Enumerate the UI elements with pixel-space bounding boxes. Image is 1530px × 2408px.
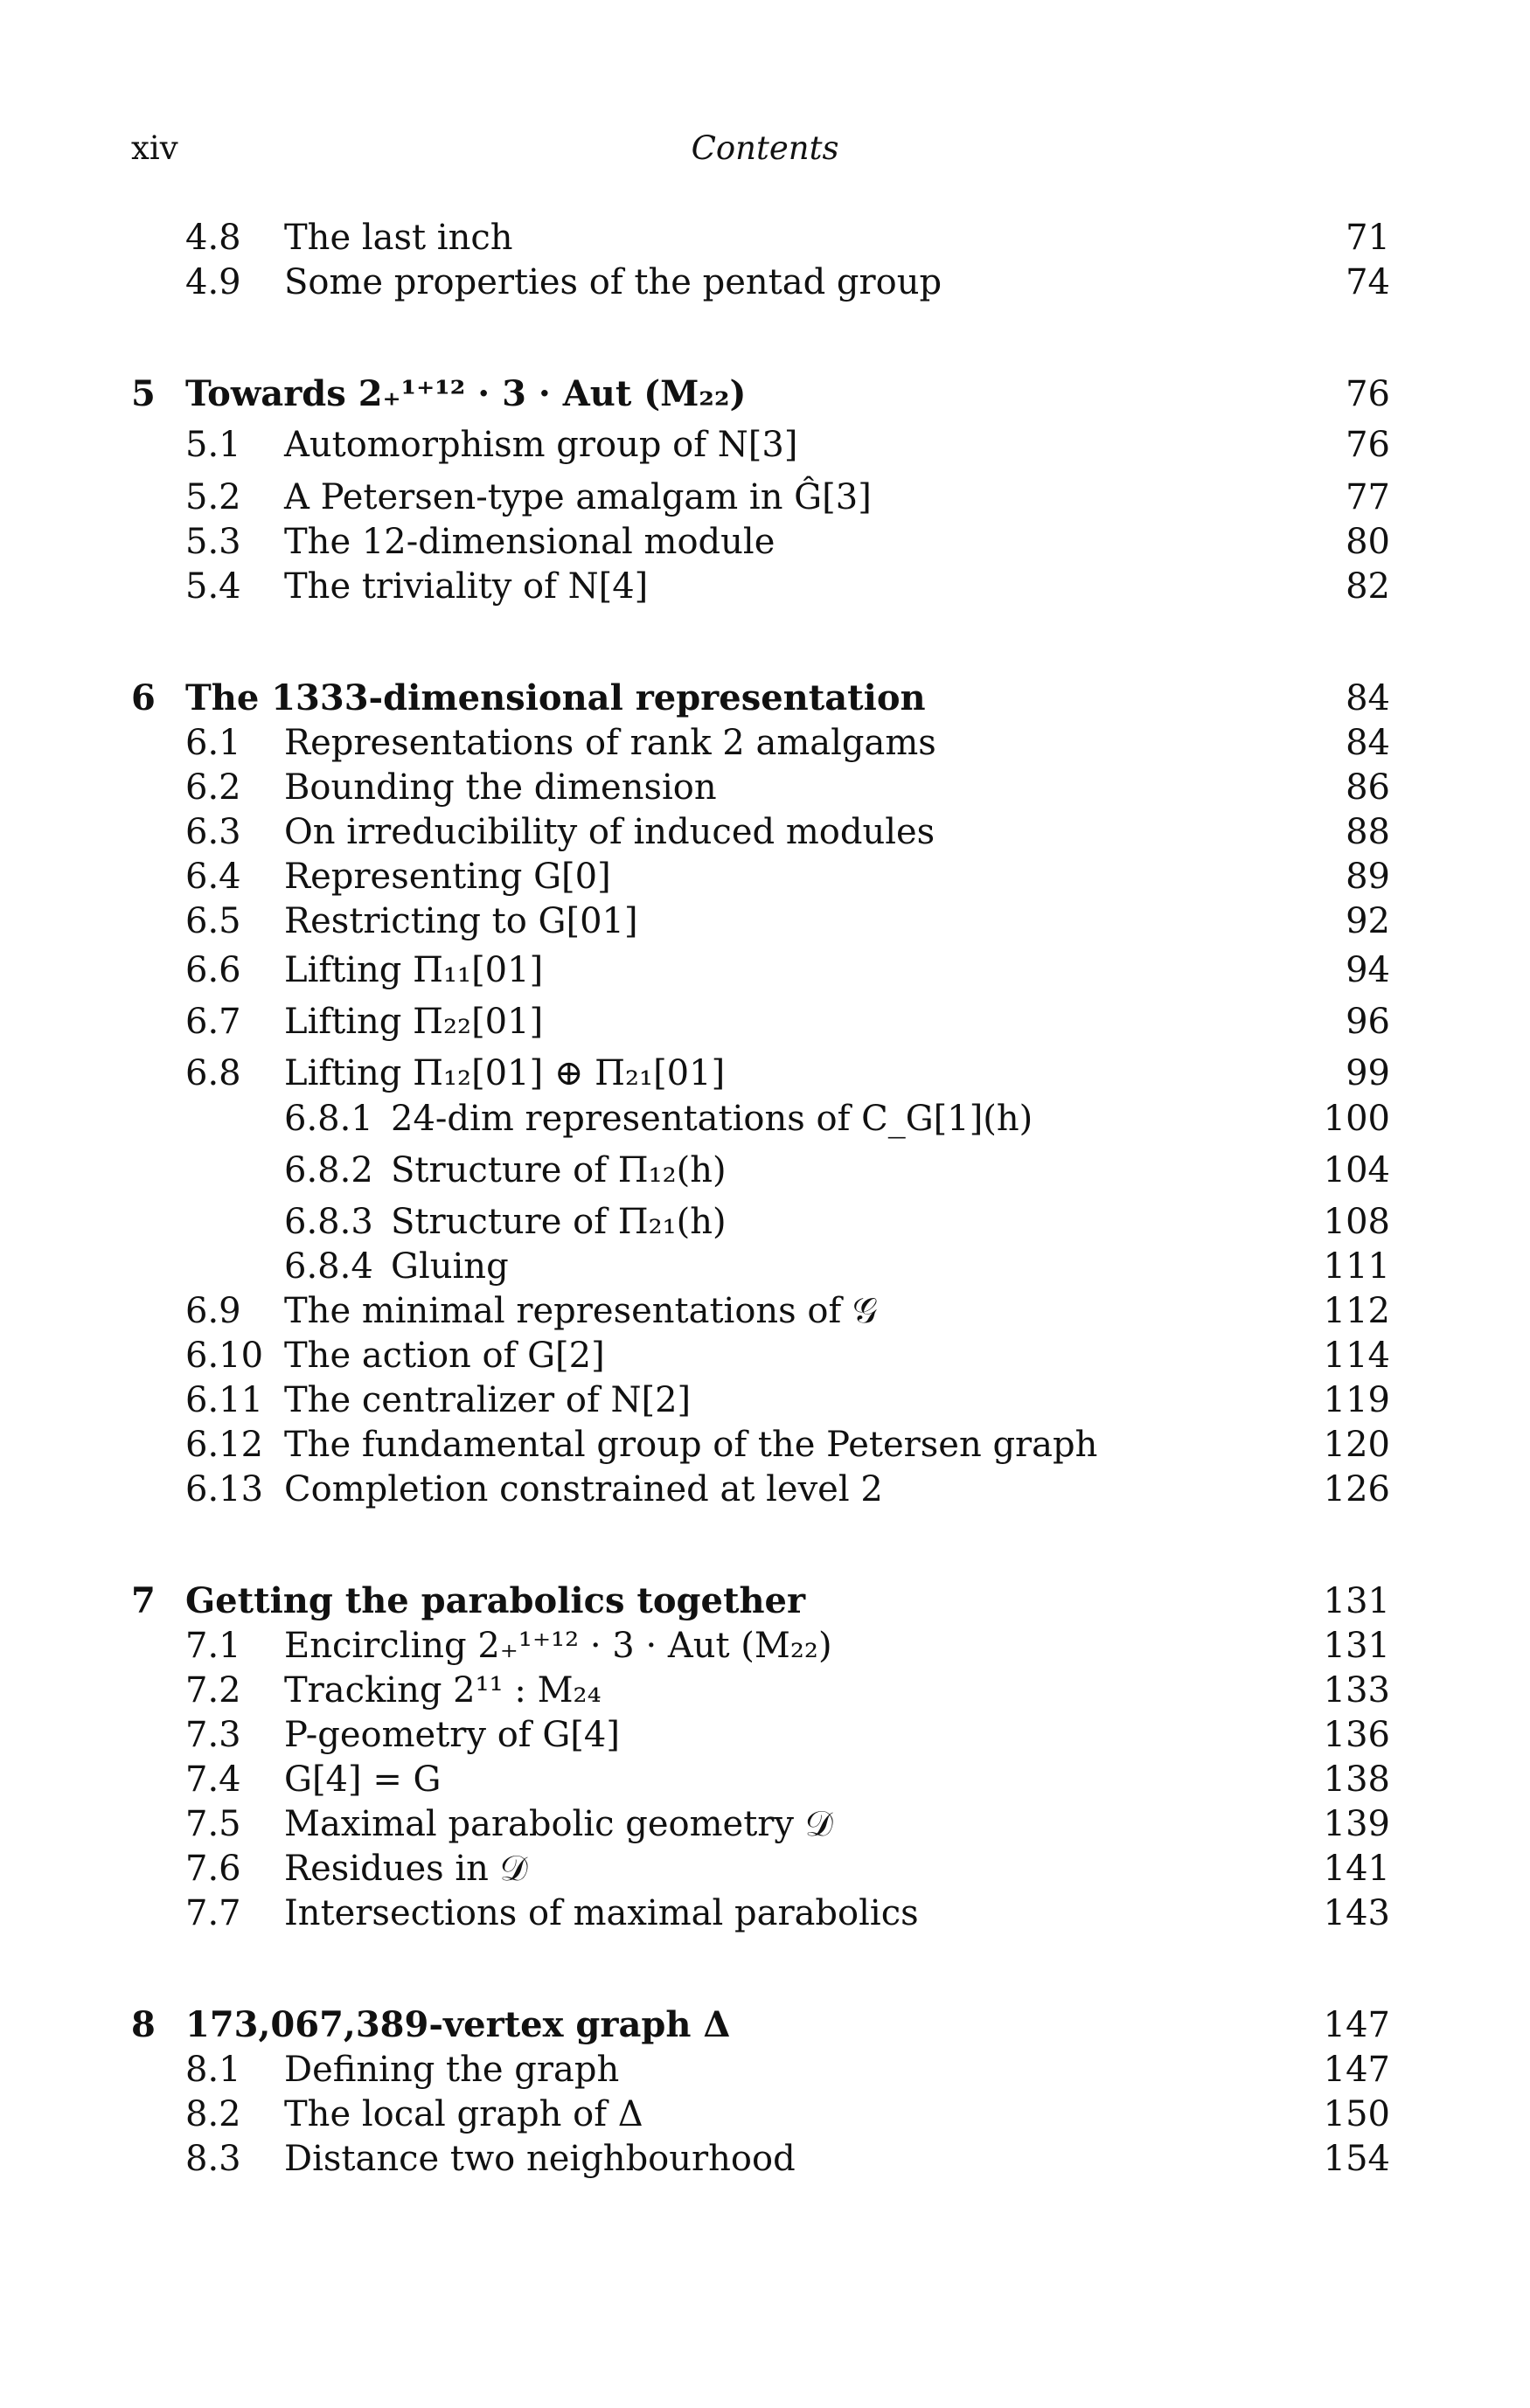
entry-title: The minimal representations of 𝒢 (284, 1291, 878, 1331)
toc-entry[interactable] (0, 1377, 1530, 1423)
page-header (0, 129, 1530, 173)
entry-page: 94 (1346, 950, 1390, 990)
entry-page: 104 (1323, 1150, 1390, 1190)
entry-title: Maximal parabolic geometry 𝒟 (284, 1804, 833, 1844)
entry-number: 6.6 (185, 950, 241, 990)
toc-entry[interactable] (0, 2092, 1530, 2137)
entry-page: 71 (1346, 218, 1390, 258)
toc-entry[interactable] (0, 999, 1530, 1044)
entry-number: 6.11 (185, 1380, 264, 1420)
toc-entry[interactable] (0, 1712, 1530, 1758)
entry-title: Structure of Π₂₁(h) (391, 1202, 727, 1242)
entry-page: 76 (1346, 425, 1390, 465)
entry-page: 143 (1323, 1893, 1390, 1933)
entry-number: 7.6 (185, 1849, 241, 1889)
toc-entry[interactable] (0, 260, 1530, 305)
entry-number: 5.4 (185, 566, 241, 607)
page-number: xiv (131, 129, 178, 167)
entry-page: 99 (1346, 1053, 1390, 1093)
chapter-page: 76 (1346, 374, 1390, 414)
entry-number: 6.8.3 (284, 1202, 373, 1242)
entry-number: 8.1 (185, 2050, 241, 2090)
entry-page: 112 (1323, 1291, 1390, 1331)
entry-number: 8.2 (185, 2094, 241, 2134)
entry-number: 6.1 (185, 723, 241, 763)
entry-number: 7.5 (185, 1804, 241, 1844)
toc-chapter[interactable] (0, 1579, 1530, 1624)
toc-subentry[interactable] (0, 1244, 1530, 1289)
entry-number: 6.8 (185, 1053, 241, 1093)
entry-number: 4.8 (185, 218, 241, 258)
entry-title: Bounding the dimension (284, 767, 717, 808)
entry-number: 6.12 (185, 1425, 264, 1465)
entry-number: 6.3 (185, 812, 241, 852)
entry-page: 141 (1323, 1849, 1390, 1889)
entry-number: 7.2 (185, 1670, 241, 1711)
toc-entry[interactable] (0, 1422, 1530, 1468)
entry-number: 6.10 (185, 1336, 264, 1376)
toc-entry[interactable] (0, 1288, 1530, 1334)
entry-number: 6.8.1 (284, 1099, 373, 1139)
entry-title: Lifting Π₁₁[01] (284, 950, 544, 990)
toc-entry[interactable] (0, 1333, 1530, 1378)
entry-page: 88 (1346, 812, 1390, 852)
toc-entry[interactable] (0, 1051, 1530, 1096)
entry-number: 6.9 (185, 1291, 241, 1331)
chapter-title: Getting the parabolics together (185, 1580, 806, 1621)
entry-title: Intersections of maximal parabolics (284, 1893, 919, 1933)
entry-page: 138 (1323, 1759, 1390, 1800)
chapter-page: 147 (1323, 2005, 1390, 2045)
toc-entry[interactable] (0, 422, 1530, 468)
entry-number: 6.7 (185, 1002, 241, 1042)
toc-entry[interactable] (0, 475, 1530, 520)
chapter-title: 173,067,389-vertex graph Δ (185, 2004, 731, 2045)
entry-page: 147 (1323, 2050, 1390, 2090)
entry-title: Representing G[0] (284, 857, 611, 897)
toc-entry[interactable] (0, 215, 1530, 260)
toc-subentry[interactable] (0, 1199, 1530, 1245)
entry-page: 82 (1346, 566, 1390, 607)
entry-page: 133 (1323, 1670, 1390, 1711)
entry-number: 6.8.4 (284, 1246, 373, 1287)
toc-entry[interactable] (0, 1623, 1530, 1669)
toc-entry[interactable] (0, 1801, 1530, 1847)
entry-title: The triviality of N[4] (284, 566, 649, 607)
toc-entry[interactable] (0, 564, 1530, 609)
entry-number: 6.13 (185, 1469, 264, 1509)
entry-title: 24-dim representations of C_G[1](h) (391, 1099, 1033, 1139)
entry-page: 92 (1346, 901, 1390, 941)
entry-number: 6.5 (185, 901, 241, 941)
running-title: Contents (691, 129, 839, 167)
entry-number: 8.3 (185, 2139, 241, 2179)
entry-number: 5.2 (185, 477, 241, 517)
entry-title: Lifting Π₁₂[01] ⊕ Π₂₁[01] (284, 1053, 726, 1093)
entry-page: 100 (1323, 1099, 1390, 1139)
entry-number: 4.9 (185, 262, 241, 302)
entry-title: Automorphism group of N[3] (284, 425, 798, 465)
entry-title: The fundamental group of the Petersen graph (284, 1425, 1098, 1465)
entry-number: 7.3 (185, 1715, 241, 1755)
entry-title: The action of G[2] (284, 1336, 605, 1376)
toc-entry[interactable] (0, 854, 1530, 899)
toc-entry[interactable] (0, 947, 1530, 993)
entry-title: The local graph of Δ (284, 2094, 643, 2134)
entry-number: 6.8.2 (284, 1150, 373, 1190)
entry-number: 7.4 (185, 1759, 241, 1800)
entry-title: Encircling 2₊¹⁺¹² · 3 · Aut (M₂₂) (284, 1626, 832, 1666)
chapter-number: 8 (131, 2004, 156, 2045)
toc-subentry[interactable] (0, 1148, 1530, 1193)
entry-number: 5.1 (185, 425, 241, 465)
entry-title: G[4] = G (284, 1759, 442, 1800)
entry-page: 89 (1346, 857, 1390, 897)
toc-subentry[interactable] (0, 1096, 1530, 1142)
chapter-title: Towards 2₊¹⁺¹² · 3 · Aut (M₂₂) (185, 373, 747, 414)
entry-page: 111 (1323, 1246, 1390, 1287)
toc-entry[interactable] (0, 1757, 1530, 1802)
entry-page: 80 (1346, 522, 1390, 562)
entry-title: Some properties of the pentad group (284, 262, 942, 302)
entry-title: The 12-dimensional module (284, 522, 775, 562)
entry-page: 154 (1323, 2139, 1390, 2179)
entry-title: Restricting to G[01] (284, 901, 638, 941)
entry-title: Structure of Π₁₂(h) (391, 1150, 727, 1190)
entry-page: 114 (1323, 1336, 1390, 1376)
chapter-number: 5 (131, 373, 156, 414)
entry-page: 119 (1323, 1380, 1390, 1420)
toc-entry[interactable] (0, 2047, 1530, 2092)
chapter-page: 84 (1346, 678, 1390, 718)
toc-entry[interactable] (0, 1467, 1530, 1512)
toc-entry[interactable] (0, 1668, 1530, 1713)
entry-page: 120 (1323, 1425, 1390, 1465)
chapter-title: The 1333-dimensional representation (185, 677, 926, 718)
entry-title: Tracking 2¹¹ : M₂₄ (284, 1670, 602, 1711)
toc-entry[interactable] (0, 765, 1530, 810)
toc-entry[interactable] (0, 1846, 1530, 1891)
entry-title: Representations of rank 2 amalgams (284, 723, 936, 763)
chapter-page: 131 (1323, 1581, 1390, 1621)
entry-number: 7.1 (185, 1626, 241, 1666)
toc-entry[interactable] (0, 2136, 1530, 2182)
entry-page: 126 (1323, 1469, 1390, 1509)
entry-title: Residues in 𝒟 (284, 1849, 528, 1889)
entry-title: Defining the graph (284, 2050, 620, 2090)
entry-title: The centralizer of N[2] (284, 1380, 692, 1420)
entry-title: Gluing (391, 1246, 509, 1287)
entry-page: 136 (1323, 1715, 1390, 1755)
entry-page: 77 (1346, 477, 1390, 517)
toc-entry[interactable] (0, 519, 1530, 565)
entry-page: 74 (1346, 262, 1390, 302)
entry-number: 6.4 (185, 857, 241, 897)
entry-title: The last inch (284, 218, 513, 258)
entry-page: 139 (1323, 1804, 1390, 1844)
entry-title: Distance two neighbourhood (284, 2139, 796, 2179)
entry-number: 7.7 (185, 1893, 241, 1933)
entry-title: A Petersen-type amalgam in Ĝ[3] (284, 477, 872, 517)
toc-entry[interactable] (0, 1891, 1530, 1936)
toc-chapter[interactable] (0, 371, 1530, 417)
entry-page: 96 (1346, 1002, 1390, 1042)
entry-page: 150 (1323, 2094, 1390, 2134)
toc-chapter[interactable] (0, 676, 1530, 721)
entry-number: 6.2 (185, 767, 241, 808)
chapter-number: 7 (131, 1580, 156, 1621)
chapter-number: 6 (131, 677, 156, 718)
toc-chapter[interactable] (0, 2002, 1530, 2048)
entry-title: On irreducibility of induced modules (284, 812, 935, 852)
toc-entry[interactable] (0, 720, 1530, 766)
entry-title: Completion constrained at level 2 (284, 1469, 883, 1509)
toc-entry[interactable] (0, 899, 1530, 944)
toc-entry[interactable] (0, 809, 1530, 855)
entry-page: 86 (1346, 767, 1390, 808)
entry-number: 5.3 (185, 522, 241, 562)
entry-page: 131 (1323, 1626, 1390, 1666)
entry-page: 84 (1346, 723, 1390, 763)
entry-title: P-geometry of G[4] (284, 1715, 620, 1755)
entry-title: Lifting Π₂₂[01] (284, 1002, 544, 1042)
entry-page: 108 (1323, 1202, 1390, 1242)
